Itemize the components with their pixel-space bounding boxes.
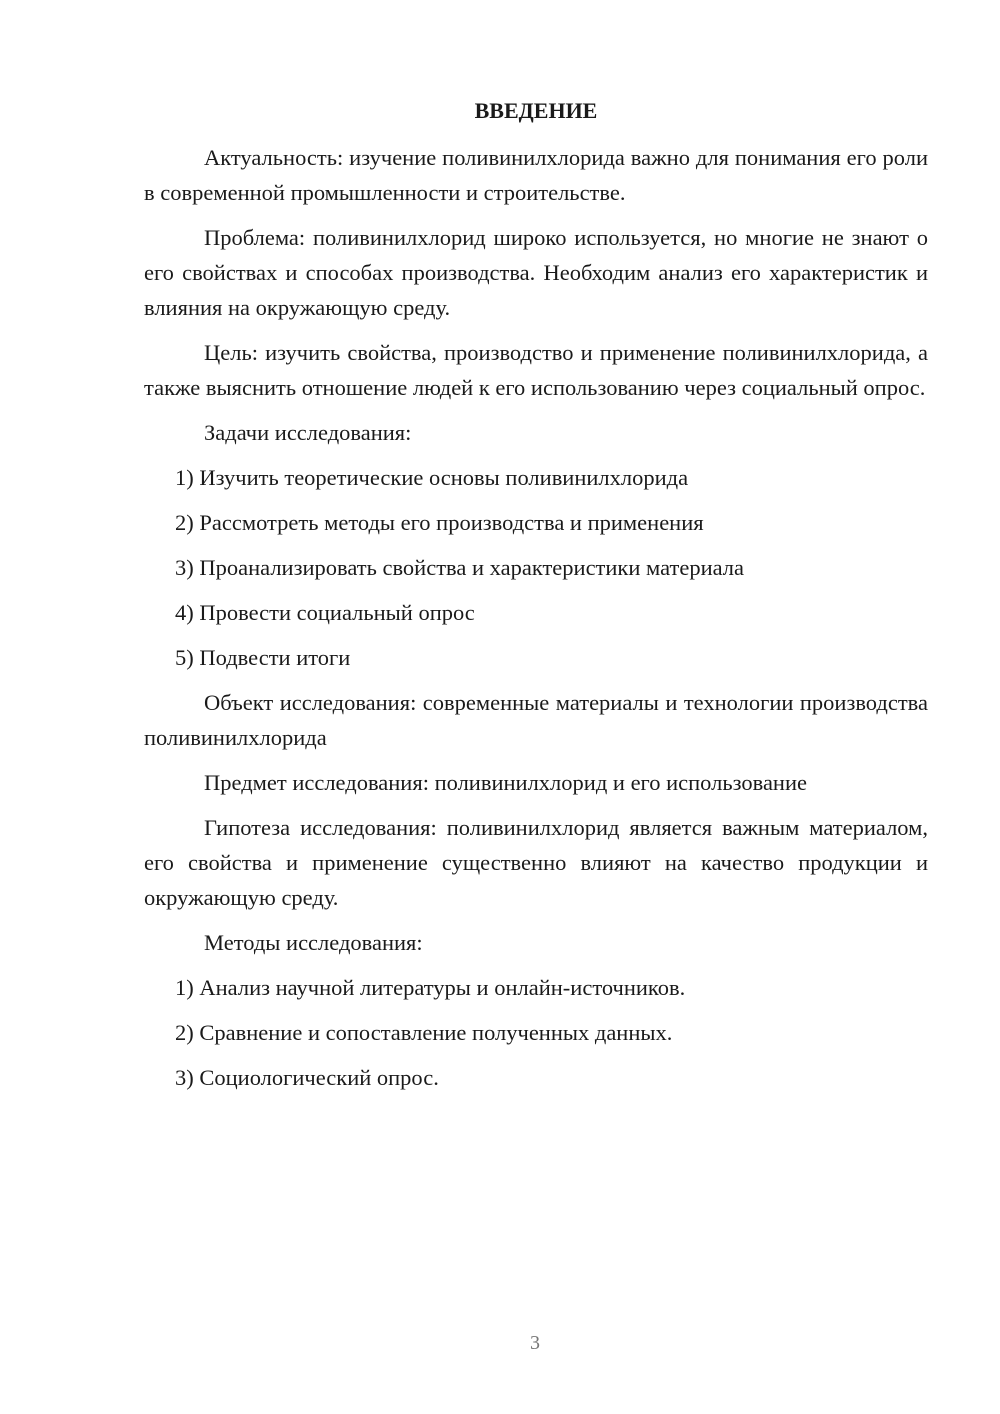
list-item: 3) Проанализировать свойства и характеристики материала	[175, 555, 745, 580]
list-item: 3) Социологический опрос.	[175, 1065, 439, 1090]
tasks-heading: Задачи исследования:	[204, 420, 412, 445]
object-paragraph: Объект исследования: современные материалы и технологии производства поливинилхлорида	[144, 690, 928, 750]
document-body	[144, 93, 928, 1105]
list-item: 1) Изучить теоретические основы поливинилхлорида	[175, 465, 689, 490]
tasks-list	[144, 460, 928, 675]
hypothesis-paragraph: Гипотеза исследования: поливинилхлорид является важным материалом, его свойства и применение существенно влияют на качество продукции и окружающую среду.	[144, 815, 928, 910]
relevance-paragraph: Актуальность: изучение поливинилхлорида важно для понимания его роли в современной промышленности и строительстве.	[144, 145, 928, 205]
page-title: ВВЕДЕНИЕ	[474, 98, 598, 123]
problem-paragraph: Проблема: поливинилхлорид широко используется, но многие не знают о его свойствах и способах производства. Необходим анализ его характеристик и влияния на окружающую среду.	[144, 225, 928, 320]
page-number: 3	[530, 1332, 540, 1354]
list-item: 2) Сравнение и сопоставление полученных данных.	[175, 1020, 673, 1045]
goal-paragraph: Цель: изучить свойства, производство и применение поливинилхлорида, а также выяснить отношение людей к его использованию через социальный опрос.	[144, 340, 928, 400]
methods-list	[144, 970, 928, 1095]
methods-heading: Методы исследования:	[204, 930, 423, 955]
list-item: 1) Анализ научной литературы и онлайн-источников.	[175, 975, 686, 1000]
list-item: 2) Рассмотреть методы его производства и применения	[175, 510, 704, 535]
list-item: 5) Подвести итоги	[175, 645, 351, 670]
subject-paragraph: Предмет исследования: поливинилхлорид и его использование	[204, 770, 807, 795]
list-item: 4) Провести социальный опрос	[175, 600, 475, 625]
